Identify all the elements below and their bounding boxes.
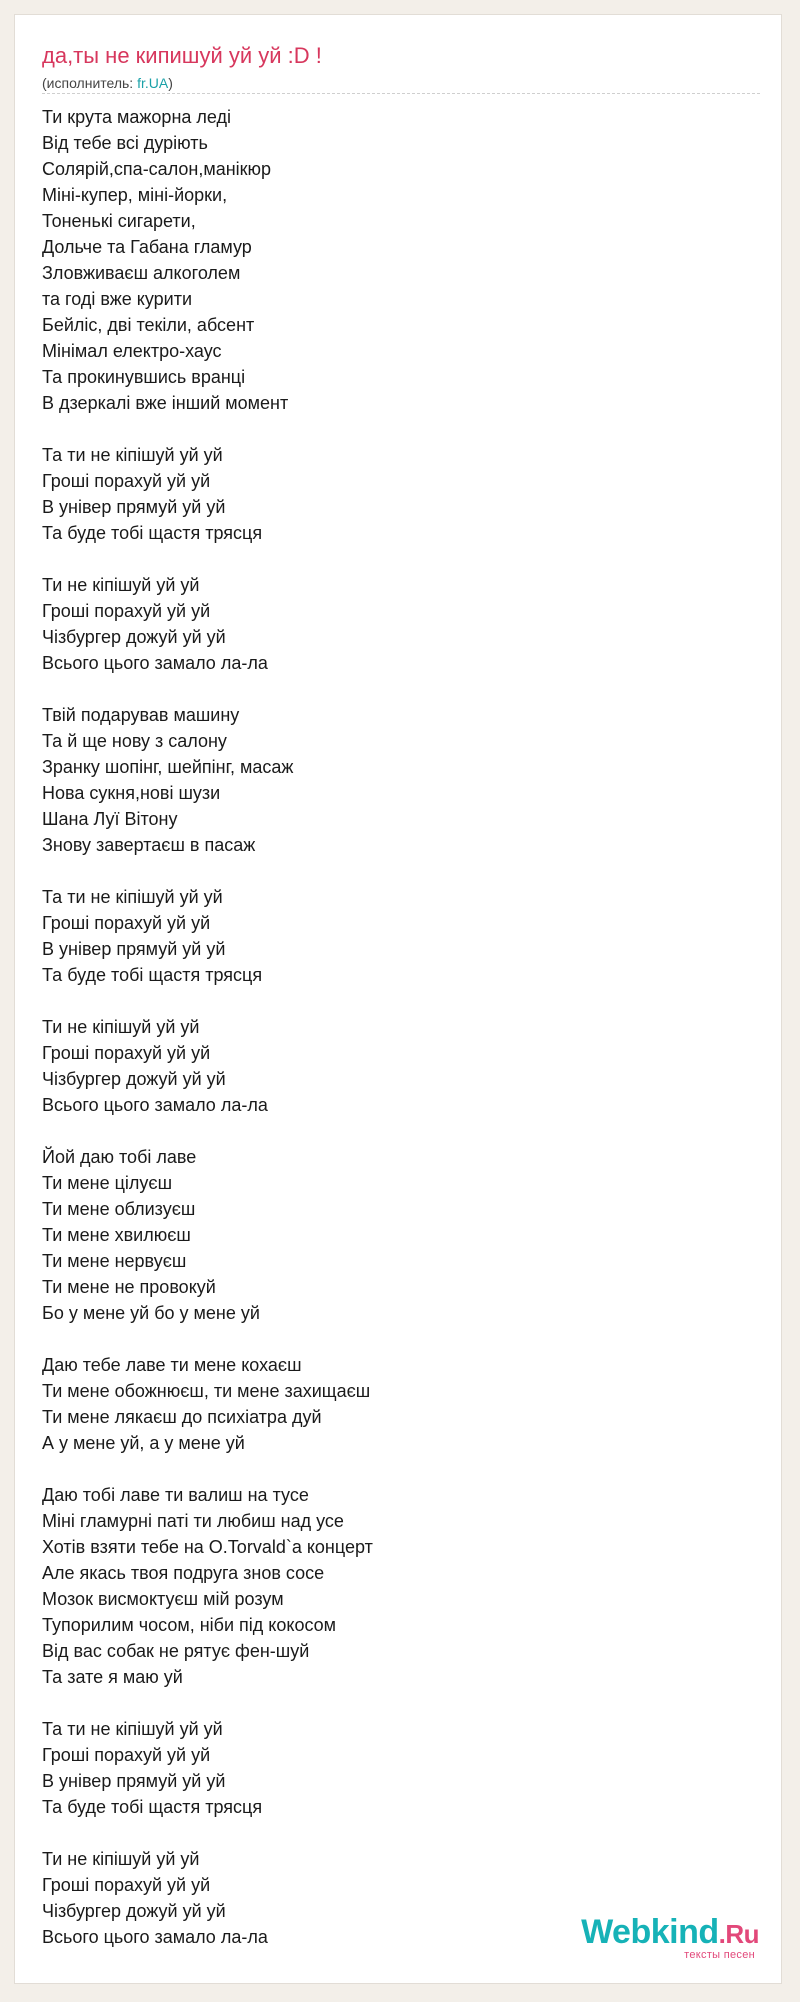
- lyrics-line: Ти не кіпішуй уй уй: [42, 1017, 200, 1037]
- lyrics-line: Гроші порахуй уй уй: [42, 1745, 211, 1765]
- lyrics-line: Та зате я маю уй: [42, 1667, 183, 1687]
- lyrics-line: Дольче та Габана гламур: [42, 237, 252, 257]
- lyrics-stanza: [42, 572, 742, 676]
- lyrics-line: Та прокинувшись вранці: [42, 367, 246, 387]
- logo-name: Webkind: [581, 1913, 719, 1951]
- performer-line: [42, 75, 173, 91]
- lyrics-line: В універ прямуй уй уй: [42, 497, 226, 517]
- lyrics-line: Зловживаєш алкоголем: [42, 263, 241, 283]
- lyrics-stanza: [42, 702, 742, 858]
- lyrics-stanza: [42, 1014, 742, 1118]
- lyrics-card: [14, 14, 782, 1984]
- lyrics-line: Ти мене не провокуй: [42, 1277, 216, 1297]
- lyrics-line: Та буде тобі щастя трясця: [42, 965, 263, 985]
- lyrics-line: Гроші порахуй уй уй: [42, 1043, 211, 1063]
- lyrics-line: Нова сукня,нові шузи: [42, 783, 221, 803]
- lyrics-line: Ти мене облизуєш: [42, 1199, 196, 1219]
- lyrics-line: Всього цього замало ла-ла: [42, 653, 268, 673]
- title-divider: [42, 93, 760, 94]
- lyrics-stanza: [42, 442, 742, 546]
- lyrics-line: А у мене уй, а у мене уй: [42, 1433, 245, 1453]
- lyrics-line: Бейліс, дві текіли, абсент: [42, 315, 255, 335]
- lyrics-line: Всього цього замало ла-ла: [42, 1927, 268, 1947]
- lyrics-line: Ти мене цілуєш: [42, 1173, 173, 1193]
- lyrics-stanza: [42, 1716, 742, 1820]
- lyrics-stanza: [42, 1482, 742, 1690]
- lyrics-line: Міні гламурні паті ти любиш над усе: [42, 1511, 344, 1531]
- lyrics-line: Мінімал електро-хаус: [42, 341, 222, 361]
- lyrics-line: Чізбургер дожуй уй уй: [42, 627, 226, 647]
- webkind-logo[interactable]: [581, 1915, 759, 1961]
- lyrics-line: Та буде тобі щастя трясця: [42, 523, 263, 543]
- lyrics-line: Ти крута мажорна леді: [42, 107, 232, 127]
- lyrics-line: Всього цього замало ла-ла: [42, 1095, 268, 1115]
- lyrics-stanza: [42, 884, 742, 988]
- lyrics-line: В дзеркалі вже інший момент: [42, 393, 289, 413]
- lyrics-line: Чізбургер дожуй уй уй: [42, 1069, 226, 1089]
- lyrics-line: Даю тебе лаве ти мене кохаєш: [42, 1355, 302, 1375]
- lyrics-line: Але якась твоя подруга знов сосе: [42, 1563, 325, 1583]
- logo-wordmark: [581, 1915, 759, 1951]
- performer-link[interactable]: fr.UA: [137, 75, 169, 91]
- logo-tagline: тексты песен: [684, 1949, 755, 1961]
- lyrics-line: Та й ще нову з салону: [42, 731, 227, 751]
- lyrics-line: Гроші порахуй уй уй: [42, 1875, 211, 1895]
- lyrics-line: Знову завертаєш в пасаж: [42, 835, 256, 855]
- lyrics-line: Та ти не кіпішуй уй уй: [42, 1719, 223, 1739]
- lyrics-line: Ти мене нервуєш: [42, 1251, 187, 1271]
- lyrics-line: Мозок висмоктуєш мій розум: [42, 1589, 284, 1609]
- lyrics-line: Солярій,спа-салон,манікюр: [42, 159, 272, 179]
- lyrics-stanza: [42, 1144, 742, 1326]
- lyrics-line: та годі вже курити: [42, 289, 192, 309]
- lyrics-line: Міні-купер, міні-йорки,: [42, 185, 228, 205]
- lyrics-line: Та буде тобі щастя трясця: [42, 1797, 263, 1817]
- lyrics-line: Зранку шопінг, шейпінг, масаж: [42, 757, 294, 777]
- logo-suffix: .Ru: [718, 1919, 759, 1949]
- lyrics-line: Від вас собак не рятує фен-шуй: [42, 1641, 310, 1661]
- lyrics-line: В універ прямуй уй уй: [42, 1771, 226, 1791]
- lyrics-line: Від тебе всі дуріють: [42, 133, 208, 153]
- song-title: да,ты не кипишуй уй уй :D !: [42, 43, 322, 68]
- lyrics-stanza: [42, 1352, 742, 1456]
- lyrics-line: Ти не кіпішуй уй уй: [42, 1849, 200, 1869]
- lyrics-stanza: [42, 104, 742, 416]
- lyrics-line: Шана Луї Вітону: [42, 809, 178, 829]
- lyrics-line: Чізбургер дожуй уй уй: [42, 1901, 226, 1921]
- lyrics-line: Ти не кіпішуй уй уй: [42, 575, 200, 595]
- performer-prefix: (исполнитель:: [42, 75, 138, 91]
- performer-suffix: ): [168, 75, 173, 91]
- lyrics-line: Тупорилим чосом, ніби під кокосом: [42, 1615, 337, 1635]
- lyrics-line: Гроші порахуй уй уй: [42, 471, 211, 491]
- lyrics-line: Даю тобі лаве ти валиш на тусе: [42, 1485, 309, 1505]
- lyrics-line: Гроші порахуй уй уй: [42, 913, 211, 933]
- lyrics-line: Гроші порахуй уй уй: [42, 601, 211, 621]
- lyrics-line: Тоненькі сигарети,: [42, 211, 196, 231]
- lyrics-line: Твій подарував машину: [42, 705, 240, 725]
- lyrics-line: Ти мене лякаєш до психіатра дуй: [42, 1407, 322, 1427]
- lyrics-line: Йой даю тобі лаве: [42, 1147, 197, 1167]
- lyrics-line: Та ти не кіпішуй уй уй: [42, 445, 223, 465]
- lyrics-line: В універ прямуй уй уй: [42, 939, 226, 959]
- lyrics-line: Та ти не кіпішуй уй уй: [42, 887, 223, 907]
- lyrics-line: Бо у мене уй бо у мене уй: [42, 1303, 260, 1323]
- lyrics-line: Ти мене обожнюєш, ти мене захищаєш: [42, 1381, 371, 1401]
- lyrics-line: Ти мене хвилюєш: [42, 1225, 191, 1245]
- lyrics-body: [42, 104, 742, 1950]
- lyrics-line: Хотів взяти тебе на O.Torvald`a концерт: [42, 1537, 373, 1557]
